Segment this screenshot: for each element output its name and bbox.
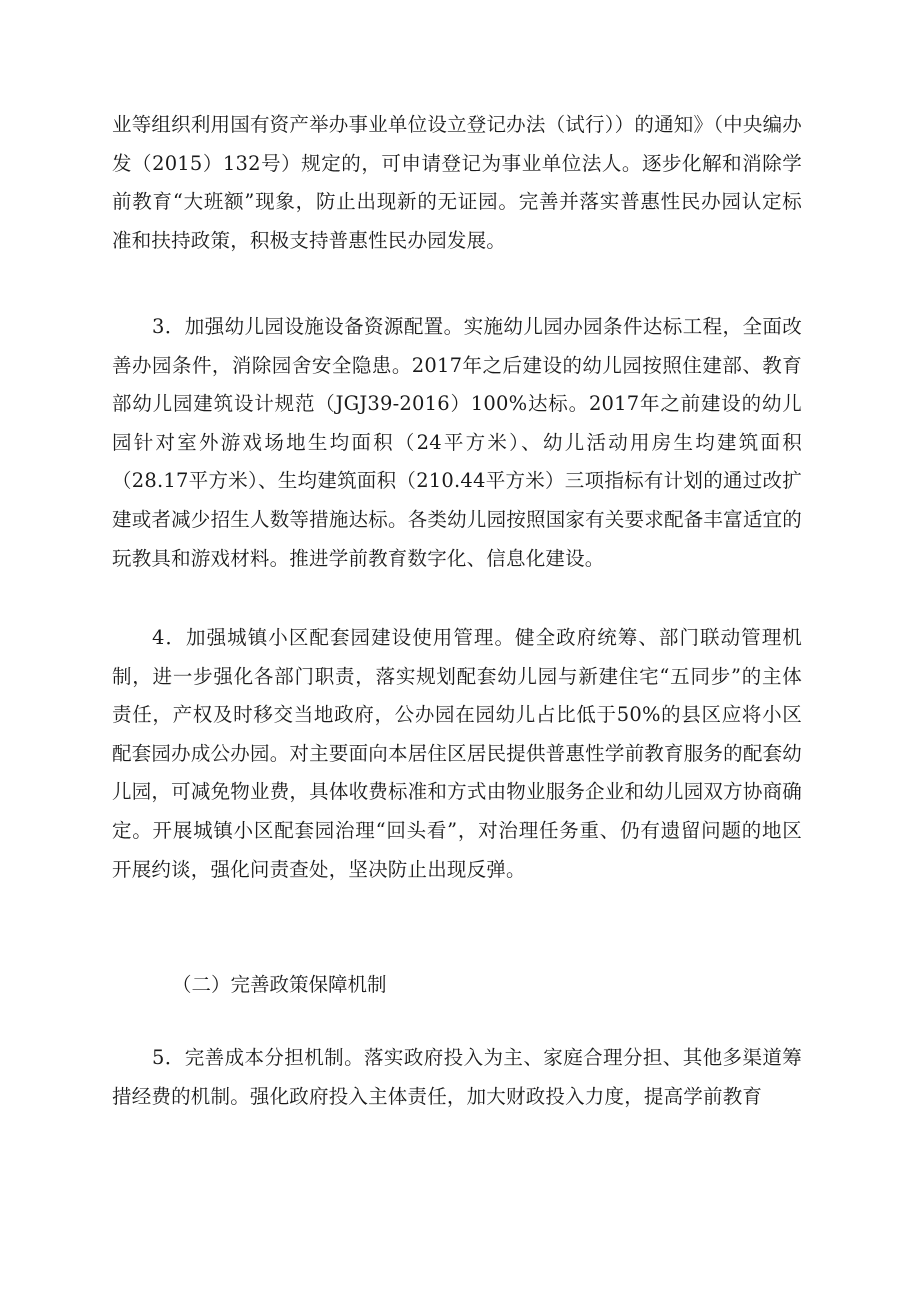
paragraph-registration-continued: 业等组织利用国有资产举办事业单位设立登记办法（试行））的通知》（中央编办发（2015）132号）规定的，可申请登记为事业单位法人。逐步化解和消除学前教育“大班额”现象，防止出现新的无证园。完善并落实普惠性民办园认定标准和扶持政策，积极支持普惠性民办园发展。	[112, 113, 802, 252]
paragraph-item-5-cost-sharing: 5．完善成本分担机制。落实政府投入为主、家庭合理分担、其他多渠道筹措经费的机制。强化政府投入主体责任，加大财政投入力度，提高学前教育	[112, 1046, 802, 1108]
paragraph-item-3-facilities: 3．加强幼儿园设施设备资源配置。实施幼儿园办园条件达标工程，全面改善办园条件，消除园舍安全隐患。2017年之后建设的幼儿园按照住建部、教育部幼儿园建筑设计规范（JGJ39-2016）100%达标。2017年之前建设的幼儿园针对室外游戏场地生均面积（24平方米）、幼儿活动用房生均建筑面积（28.17平方米）、生均建筑面积（210.44平方米）三项指标有计划的通过改扩建或者减少招生人数等措施达标。各类幼儿园按照国家有关要求配备丰富适宜的玩教具和游戏材料。推进学前教育数字化、信息化建设。	[112, 315, 802, 570]
section-heading-policy-guarantee: （二）完善政策保障机制	[172, 973, 387, 996]
paragraph-item-4-community-kindergartens: 4．加强城镇小区配套园建设使用管理。健全政府统筹、部门联动管理机制，进一步强化各部门职责，落实规划配套幼儿园与新建住宅“五同步”的主体责任，产权及时移交当地政府，公办园在园幼儿占比低于50%的县区应将小区配套园办成公办园。对主要面向本居住区居民提供普惠性学前教育服务的配套幼儿园，可减免物业费，具体收费标准和方式由物业服务企业和幼儿园双方协商确定。开展城镇小区配套园治理“回头看”，对治理任务重、仍有遗留问题的地区开展约谈，强化问责查处，坚决防止出现反弹。	[112, 626, 802, 881]
